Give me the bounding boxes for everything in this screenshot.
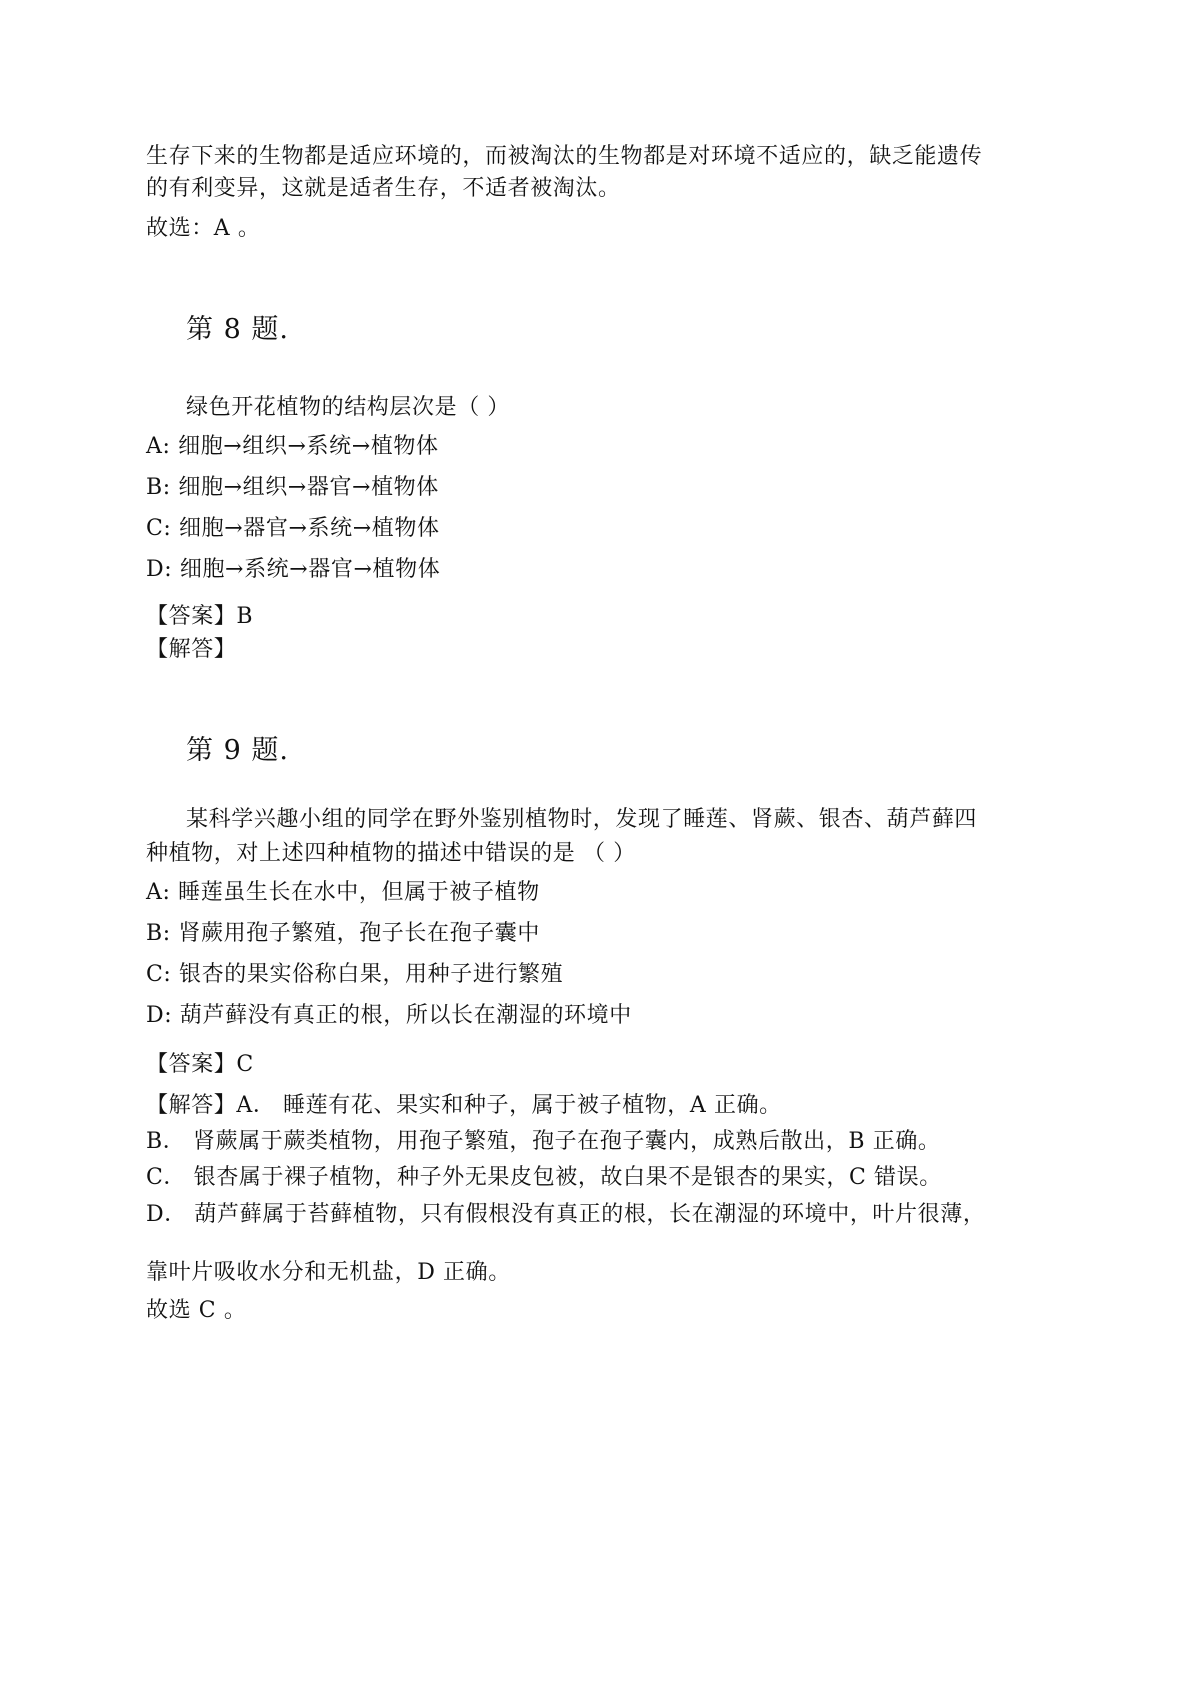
question-8-answer: 【答案】B	[146, 604, 254, 629]
question-9-explanation-line-6: 故选 C 。	[146, 1298, 247, 1323]
question-9-explanation-line-2: B． 肾蕨属于蕨类植物，用孢子繁殖，孢子在孢子囊内，成熟后散出，B 正确。	[146, 1129, 941, 1154]
prev-explanation-line-1: 生存下来的生物都是适应环境的，而被淘汰的生物都是对环境不适应的，缺乏能遗传	[146, 144, 983, 169]
question-9-explanation-line-3: C． 银杏属于裸子植物，种子外无果皮包被，故白果不是银杏的果实，C 错误。	[146, 1165, 942, 1190]
prev-choice: 故选：A 。	[146, 216, 261, 241]
question-8-option-b: B: 细胞→组织→器官→植物体	[146, 475, 439, 500]
question-8-option-c: C: 细胞→器官→系统→植物体	[146, 516, 440, 541]
question-8-option-d: D: 细胞→系统→器官→植物体	[146, 557, 441, 582]
question-9-answer: 【答案】C	[146, 1052, 254, 1077]
question-8-stem: 绿色开花植物的结构层次是（ ）	[186, 395, 510, 420]
question-8-option-a: A: 细胞→组织→系统→植物体	[146, 434, 439, 459]
question-9-option-c: C: 银杏的果实俗称白果，用种子进行繁殖	[146, 962, 564, 987]
question-9-option-a: A: 睡莲虽生长在水中，但属于被子植物	[146, 880, 540, 905]
question-9-option-d: D: 葫芦藓没有真正的根，所以长在潮湿的环境中	[146, 1003, 632, 1028]
question-9-option-b: B: 肾蕨用孢子繁殖，孢子长在孢子囊中	[146, 921, 540, 946]
question-9-stem-line-2: 种植物，对上述四种植物的描述中错误的是 （ ）	[146, 841, 636, 866]
question-8-heading: 第 8 题.	[186, 314, 289, 345]
prev-explanation-line-2: 的有利变异，这就是适者生存，不适者被淘汰。	[146, 176, 621, 201]
question-8-explanation: 【解答】	[146, 637, 237, 662]
question-9-explanation-line-4: D． 葫芦藓属于苔藓植物，只有假根没有真正的根，长在潮湿的环境中，叶片很薄，	[146, 1202, 986, 1227]
question-9-stem-line-1: 某科学兴趣小组的同学在野外鉴别植物时，发现了睡莲、肾蕨、银杏、葫芦藓四	[186, 807, 978, 832]
question-9-explanation-line-1: 【解答】A． 睡莲有花、果实和种子，属于被子植物，A 正确。	[146, 1093, 782, 1118]
question-9-heading: 第 9 题.	[186, 735, 289, 766]
question-9-explanation-line-5: 靠叶片吸收水分和无机盐，D 正确。	[146, 1260, 511, 1285]
